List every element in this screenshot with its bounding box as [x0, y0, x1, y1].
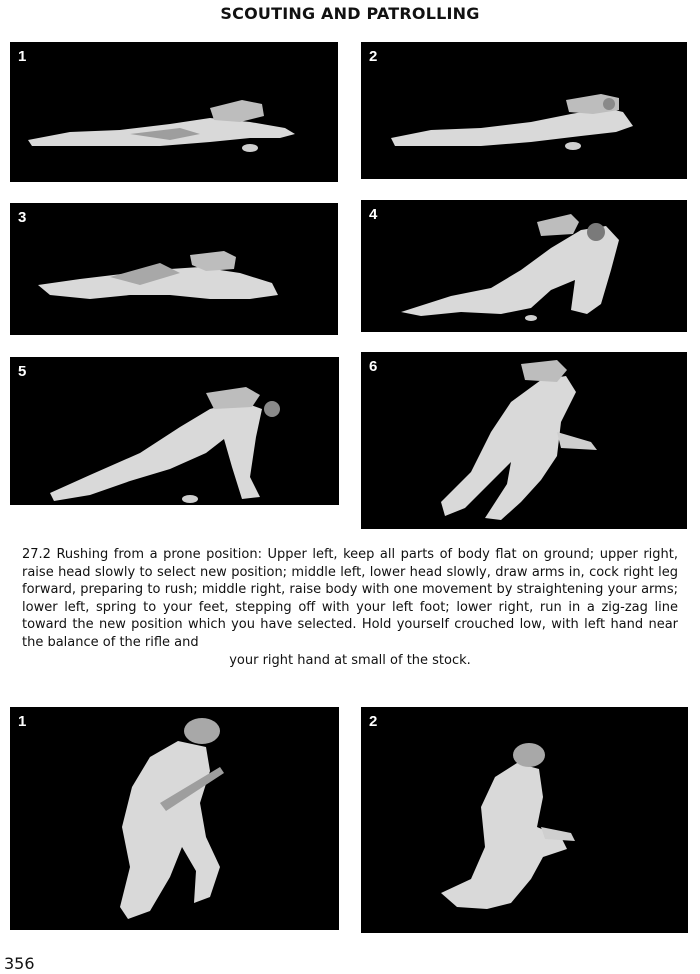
figure-caption-last-line: your right hand at small of the stock. — [229, 653, 471, 668]
photo-panel-2 — [361, 42, 687, 179]
soldier-springing-up — [361, 352, 687, 529]
panel-number: 2 — [369, 48, 378, 65]
soldier-kneeling — [361, 707, 688, 933]
soldier-prone-flat — [10, 42, 338, 182]
photo-panel-next-1 — [10, 707, 339, 930]
photo-panel-3 — [10, 203, 338, 335]
running-head: SCOUTING AND PATROLLING — [220, 4, 480, 23]
photo-panel-5 — [10, 357, 339, 505]
soldier-push-up — [10, 357, 339, 505]
photo-panel-6 — [361, 352, 687, 529]
panel-number: 4 — [369, 206, 378, 223]
panel-number: 3 — [18, 209, 27, 226]
soldier-leg-cocked — [10, 203, 338, 335]
soldier-running-crouched — [10, 707, 339, 930]
panel-number: 2 — [369, 713, 378, 730]
soldier-prone-head-raised — [361, 42, 687, 179]
figure-caption: 27.2 Rushing from a prone position: Upper left, keep all parts of body flat on ground; upper right, raise head slowly to select new position; middle left, lower head slowly, draw arms in, cock right leg forward, preparing to rush; middle right, raise body with one movement by straightening your arms; lower left, spring to your feet, stepping off with your left foot; lower right, run in a zig-zag line toward the new position which you have selected. Hold yourself crouched low, with left hand near the balance of the rifle and — [22, 547, 678, 650]
panel-number: 6 — [369, 358, 378, 375]
photo-panel-4 — [361, 200, 687, 332]
panel-number: 1 — [18, 713, 27, 730]
page-number: 356 — [4, 954, 35, 973]
panel-number: 1 — [18, 48, 27, 65]
photo-panel-next-2 — [361, 707, 688, 933]
soldier-raising-body — [361, 200, 687, 332]
panel-number: 5 — [18, 363, 27, 380]
photo-panel-1 — [10, 42, 338, 182]
